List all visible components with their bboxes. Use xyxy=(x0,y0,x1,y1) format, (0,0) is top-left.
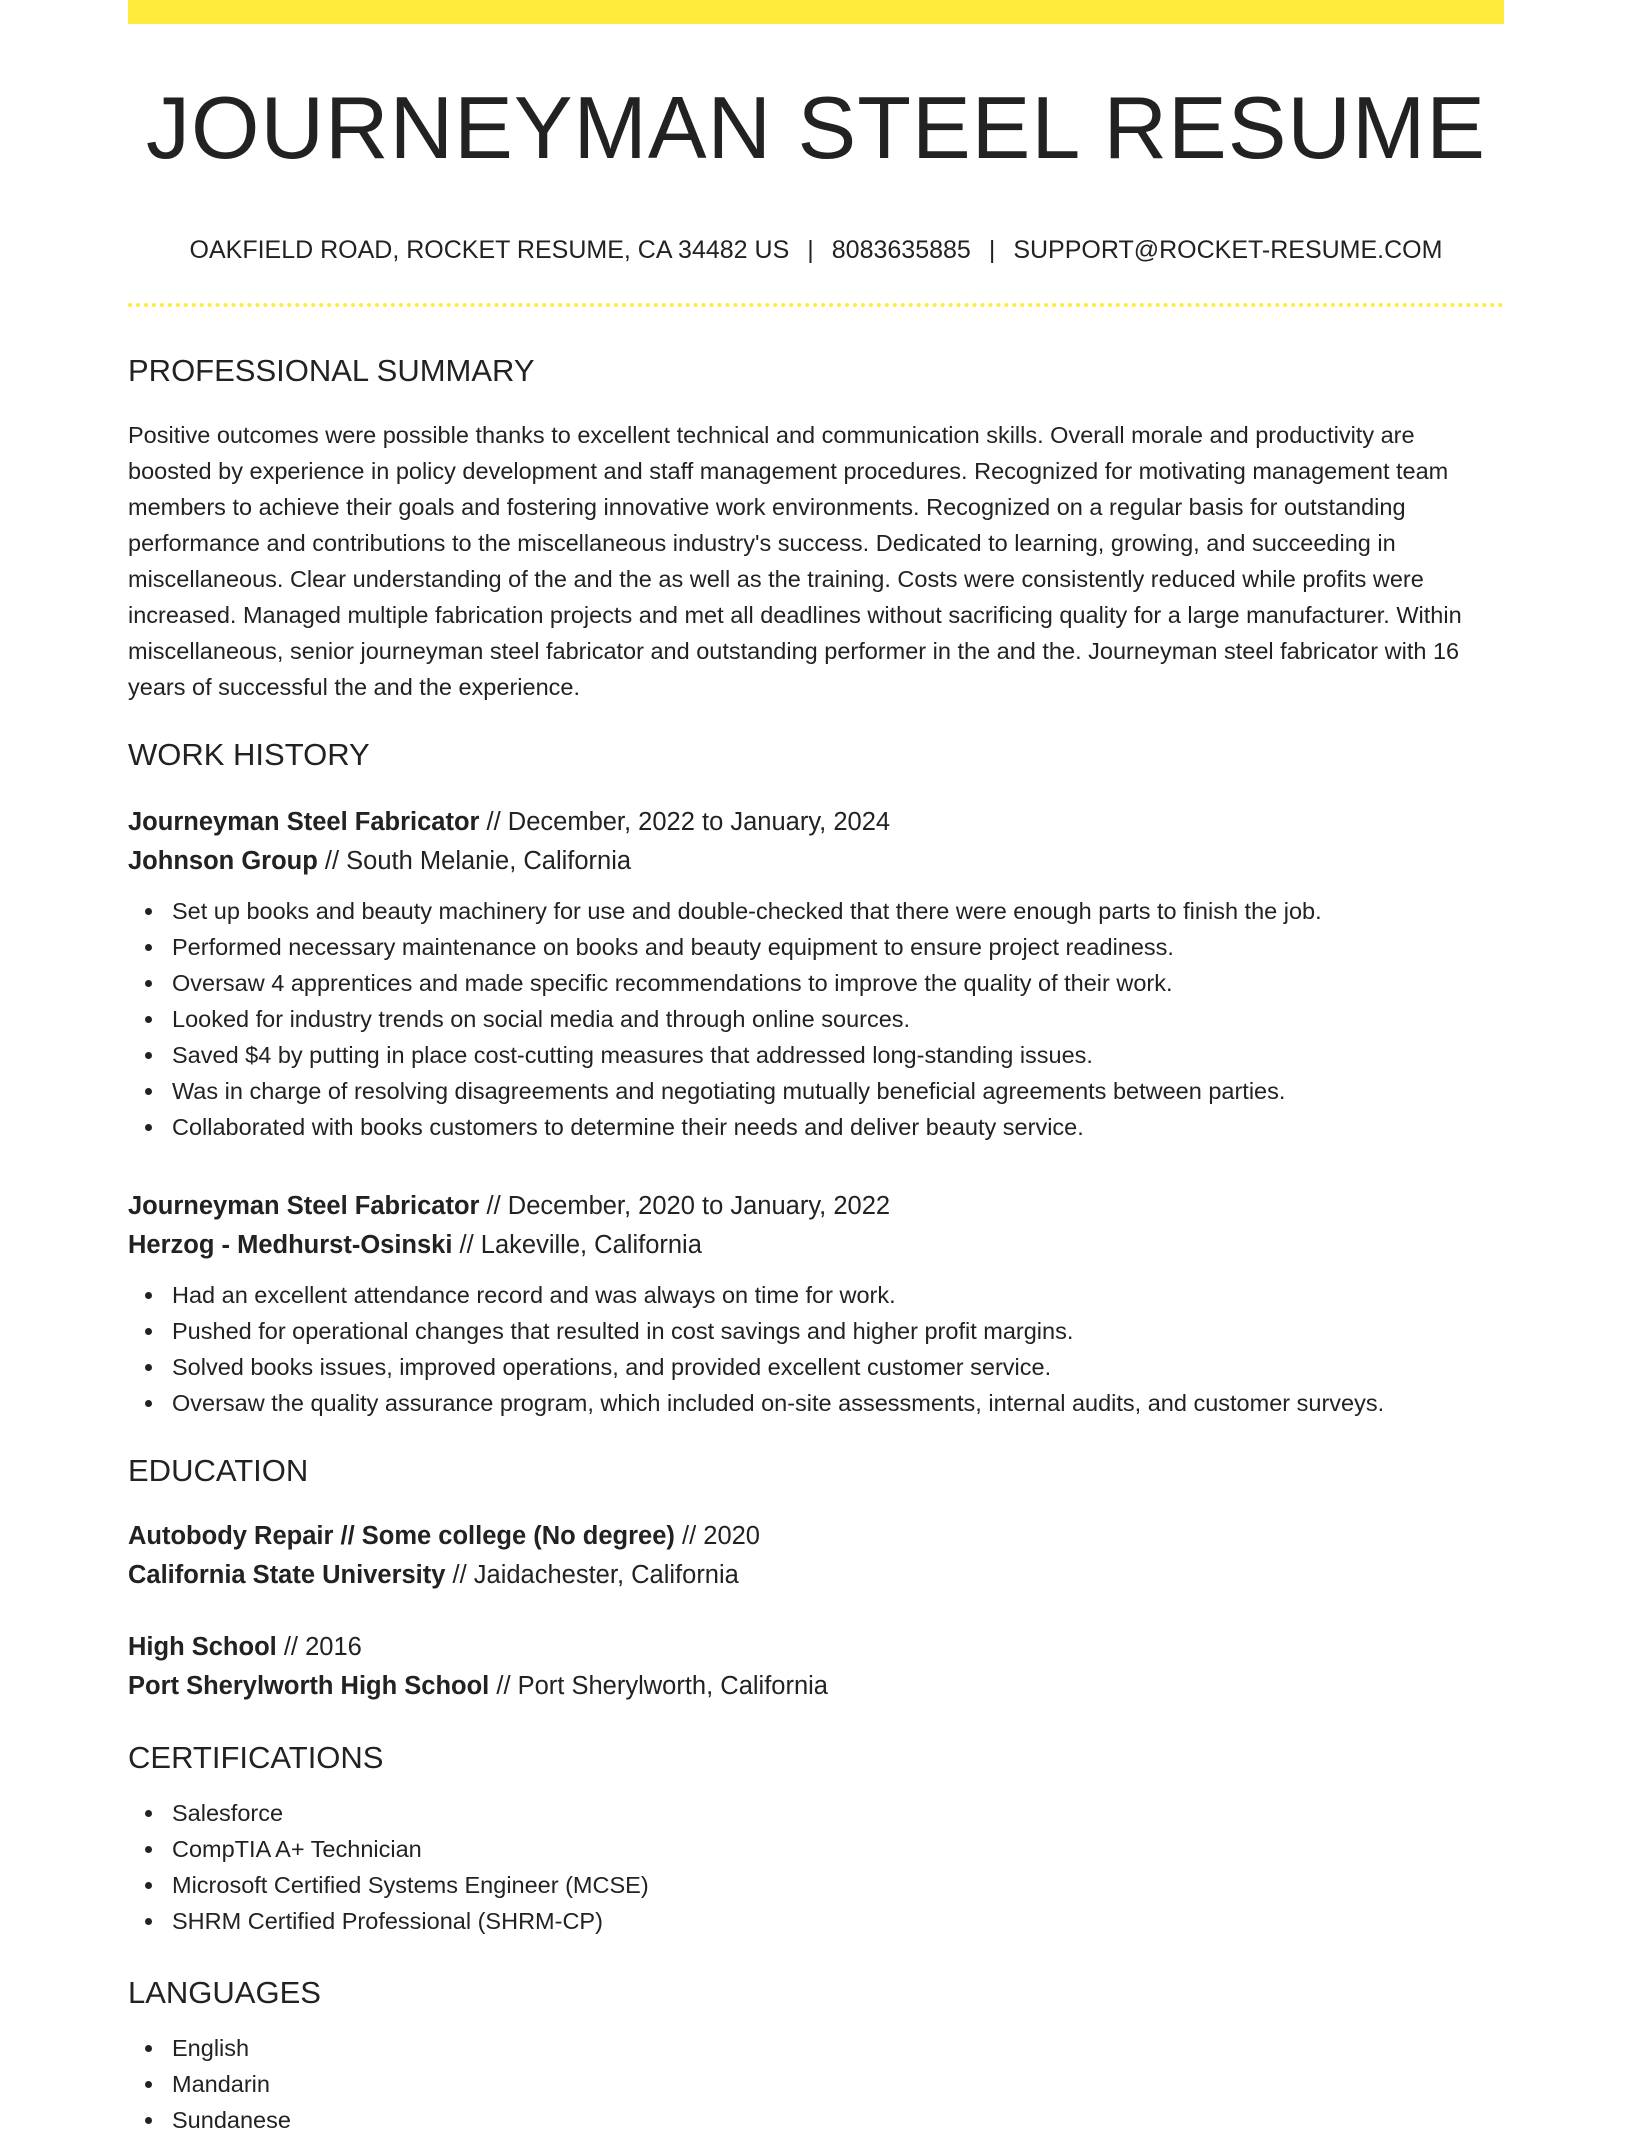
education-year: // 2020 xyxy=(674,1522,760,1550)
certifications-heading: CERTIFICATIONS xyxy=(128,1740,384,1775)
job-entry xyxy=(128,803,1504,1145)
job-dates: // December, 2020 to January, 2022 xyxy=(479,1192,891,1220)
work-history-heading: WORK HISTORY xyxy=(128,737,370,772)
education-school: California State University xyxy=(128,1561,446,1589)
education-entry xyxy=(128,1517,1504,1595)
contact-phone: 8083635885 xyxy=(831,236,971,264)
languages-heading: LANGUAGES xyxy=(128,1975,321,2010)
list-item: English xyxy=(172,2030,1504,2066)
education-location: // Jaidachester, California xyxy=(445,1561,739,1589)
education-year: // 2016 xyxy=(276,1633,362,1661)
job-location: // Lakeville, California xyxy=(452,1231,702,1259)
resume-page xyxy=(128,0,1504,2138)
education-degree-line xyxy=(128,1517,1504,1556)
languages-list xyxy=(128,2030,1504,2138)
job-location: // South Melanie, California xyxy=(317,847,632,875)
list-item: Sundanese xyxy=(172,2102,1504,2138)
list-item: Salesforce xyxy=(172,1795,1504,1831)
job-company-line xyxy=(128,1226,1504,1265)
education-location: // Port Sherylworth, California xyxy=(489,1672,828,1700)
education-entry xyxy=(128,1628,1504,1706)
list-item: Looked for industry trends on social media and through online sources. xyxy=(172,1001,1504,1037)
job-company: Johnson Group xyxy=(128,847,318,875)
summary-heading: PROFESSIONAL SUMMARY xyxy=(128,353,535,388)
contact-email: SUPPORT@ROCKET-RESUME.COM xyxy=(1013,236,1443,264)
education-degree: High School xyxy=(128,1633,277,1661)
list-item: Performed necessary maintenance on books and beauty equipment to ensure project readiness. xyxy=(172,929,1504,965)
contact-line xyxy=(128,238,1504,263)
education-school-line xyxy=(128,1667,1504,1706)
education-school: Port Sherylworth High School xyxy=(128,1672,490,1700)
list-item: Was in charge of resolving disagreements and negotiating mutually beneficial agreements between parties. xyxy=(172,1073,1504,1109)
certifications-list xyxy=(128,1795,1504,1939)
job-bullets xyxy=(128,1277,1504,1421)
job-title-line xyxy=(128,803,1504,842)
list-item: Pushed for operational changes that resulted in cost savings and higher profit margins. xyxy=(172,1313,1504,1349)
list-item: Oversaw 4 apprentices and made specific recommendations to improve the quality of their work. xyxy=(172,965,1504,1001)
job-company-line xyxy=(128,842,1504,881)
job-dates: // December, 2022 to January, 2024 xyxy=(479,808,891,836)
job-position: Journeyman Steel Fabricator xyxy=(128,808,480,836)
contact-address: OAKFIELD ROAD, ROCKET RESUME, CA 34482 US xyxy=(189,236,790,264)
job-title-line xyxy=(128,1187,1504,1226)
education-heading: EDUCATION xyxy=(128,1453,309,1488)
job-entry xyxy=(128,1187,1504,1421)
job-company: Herzog - Medhurst-Osinski xyxy=(128,1231,453,1259)
list-item: SHRM Certified Professional (SHRM-CP) xyxy=(172,1903,1504,1939)
header-divider xyxy=(128,303,1504,307)
job-position: Journeyman Steel Fabricator xyxy=(128,1192,480,1220)
list-item: Solved books issues, improved operations, and provided excellent customer service. xyxy=(172,1349,1504,1385)
list-item: Oversaw the quality assurance program, which included on-site assessments, internal audits, and customer surveys. xyxy=(172,1385,1504,1421)
list-item: Had an excellent attendance record and was always on time for work. xyxy=(172,1277,1504,1313)
resume-name: JOURNEYMAN STEEL RESUME xyxy=(146,78,1486,177)
list-item: Mandarin xyxy=(172,2066,1504,2102)
top-accent-bar xyxy=(128,0,1504,24)
job-bullets xyxy=(128,893,1504,1145)
list-item: CompTIA A+ Technician xyxy=(172,1831,1504,1867)
education-degree-line xyxy=(128,1628,1504,1667)
education-school-line xyxy=(128,1556,1504,1595)
education-degree: Autobody Repair // Some college (No degree) xyxy=(128,1522,675,1550)
list-item: Collaborated with books customers to determine their needs and deliver beauty service. xyxy=(172,1109,1504,1145)
list-item: Set up books and beauty machinery for use and double-checked that there were enough parts to finish the job. xyxy=(172,893,1504,929)
summary-text: Positive outcomes were possible thanks to excellent technical and communication skills. Overall morale and productivity are boosted by experience in policy development and staff management procedures. Recognized for motivating management team members to achieve their goals and fostering innovative work environments. Recognized on a regular basis for outstanding performance and contributions to the miscellaneous industry's success. Dedicated to learning, growing, and succeeding in miscellaneous. Clear understanding of the and the as well as the training. Costs were consistently reduced while profits were increased. Managed multiple fabrication projects and met all deadlines without sacrificing quality for a large manufacturer. Within miscellaneous, senior journeyman steel fabricator and outstanding performer in the and the. Journeyman steel fabricator with 16 years of successful the and the experience. xyxy=(128,422,1462,700)
list-item: Saved $4 by putting in place cost-cutting measures that addressed long-standing issues. xyxy=(172,1037,1504,1073)
contact-separator: | xyxy=(807,236,814,264)
list-item: Microsoft Certified Systems Engineer (MCSE) xyxy=(172,1867,1504,1903)
contact-separator: | xyxy=(988,236,996,264)
